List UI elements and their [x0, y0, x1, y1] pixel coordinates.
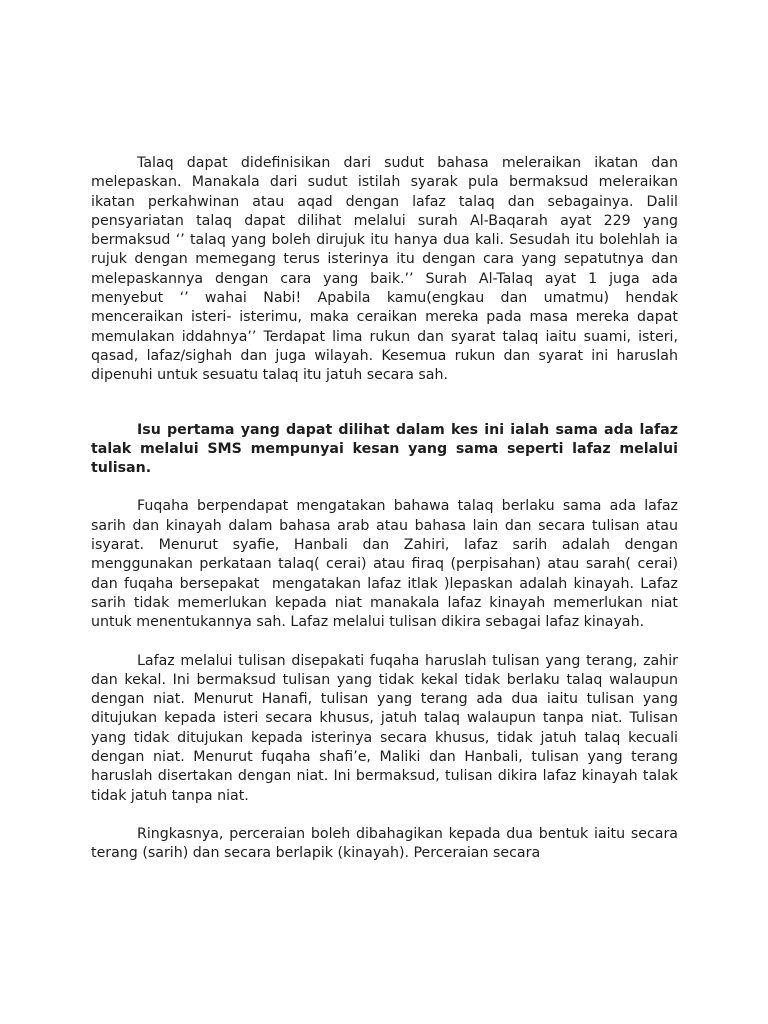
section-heading: Isu pertama yang dapat dilihat dalam kes ini ialah sama ada lafaz talak melalui SMS mempunyai kesan yang sama seperti lafaz melalui tulisan. — [91, 421, 678, 477]
paragraph: Ringkasnya, perceraian boleh dibahagikan kepada dua bentuk iaitu secara terang (sarih) dan secara berlapik (kinayah). Perceraian secara — [91, 825, 683, 862]
paragraph: Talaq dapat didefinisikan dari sudut bahasa meleraikan ikatan dan melepaskan. Manakala dari sudut istilah syarak pula bermaksud meleraikan ikatan perkahwinan atau aqad dengan lafaz talaq dan sebagainya. Dalil pensyariatan talaq dapat dilihat melalui surah Al-Baqarah ayat 229 yang bermaksud ‘’ talaq yang boleh dirujuk itu hanya dua kali. Sesudah itu bolehlah ia rujuk dengan memegang terus isterinya itu dengan cara yang sepatutnya dan melepaskannya dengan cara yang baik.’’ Surah Al-Talaq ayat 1 juga ada menyebut ‘’ wahai Nabi! Apabila kamu(engkau dan umatmu) hendak menceraikan isteri- isterimu, maka ceraikan mereka pada masa mereka dapat memulakan iddahnya’’ Terdapat lima rukun dan syarat talaq iaitu suami, isteri, qasad, lafaz/sighah dan juga wilayah. Kesemua rukun dan syarat ini haruslah dipenuhi untuk sesuatu talaq itu jatuh secara sah. — [91, 155, 683, 384]
document-body — [91, 154, 683, 864]
paragraph: Lafaz melalui tulisan disepakati fuqaha haruslah tulisan yang terang, zahir dan kekal. Ini bermaksud tulisan yang tidak kekal tidak berlaku talaq walaupun dengan niat. Menurut Hanafi, tulisan yang terang ada dua iaitu tulisan yang ditujukan kepada isteri secara khusus, jatuh talaq walaupun tanpa niat. Tulisan yang tidak ditujukan kepada isterinya secara khusus, tidak jatuh talaq kecuali dengan niat. Menurut fuqaha shafi’e, Maliki dan Hanbali, tulisan yang terang haruslah disertakan dengan niat. Ini bermaksud, tulisan dikira lafaz kinayah talak tidak jatuh tanpa niat. — [91, 652, 683, 804]
paragraph: Fuqaha berpendapat mengatakan bahawa talaq berlaku sama ada lafaz sarih dan kinayah dalam bahasa arab atau bahasa lain dan secara tulisan atau isyarat. Menurut syafie, Hanbali dan Zahiri, lafaz sarih adalah dengan menggunakan perkataan talaq( cerai) atau firaq (perpisahan) atau sarah( cerai) dan fuqaha bersepakat mengatakan lafaz itlak )lepaskan adalah kinayah. Lafaz sarih tidak memerlukan kepada niat manakala lafaz kinayah memerlukan niat untuk menentukannya sah. Lafaz melalui tulisan dikira sebagai lafaz kinayah. — [91, 498, 683, 631]
